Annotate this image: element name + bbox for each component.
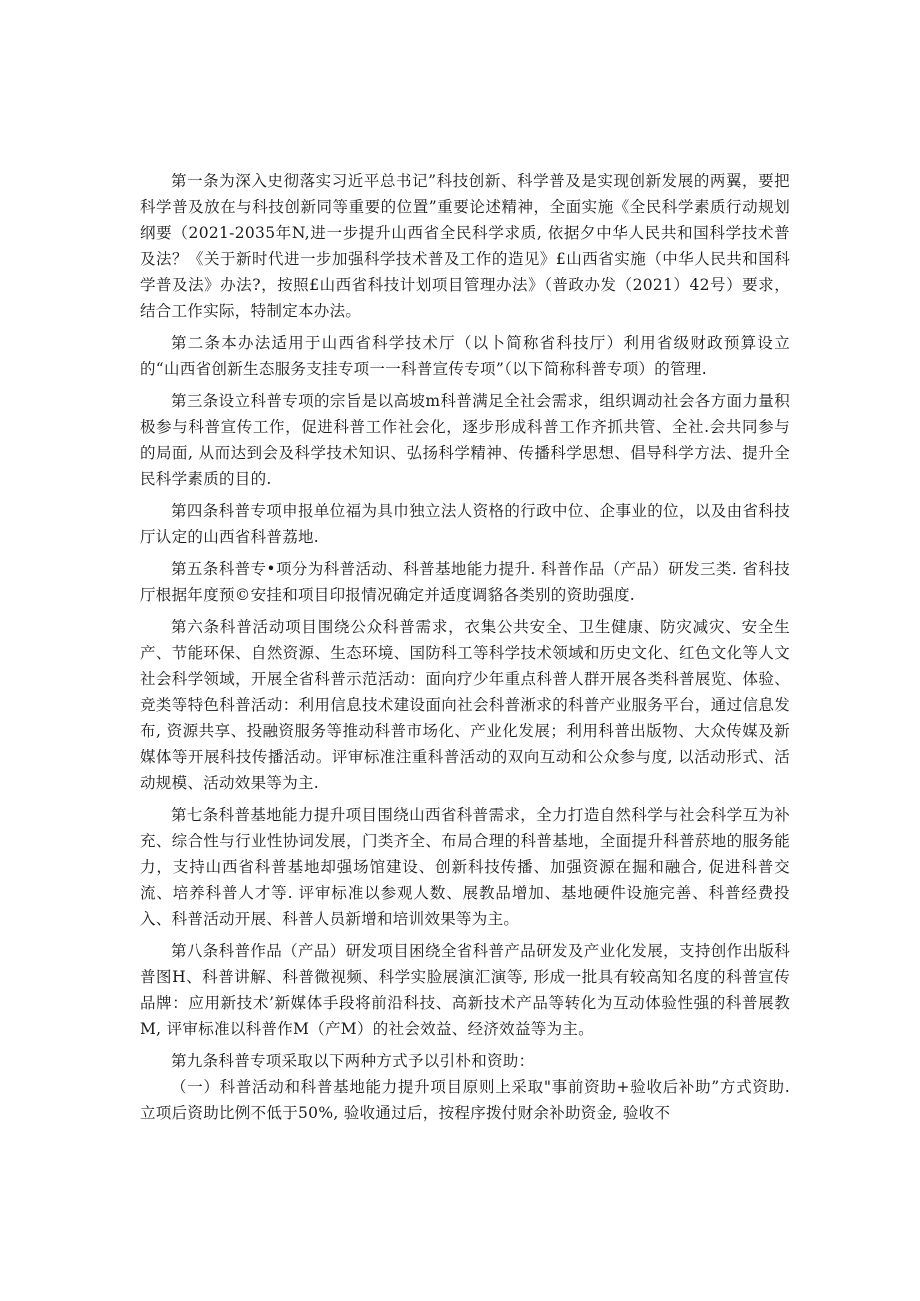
article-7-paragraph: 第七条科普基地能力提升项目围绕山西省科普需求，全力打造自然科学与社会科学互为补充、综合性与行业性协词发展，门类齐全、布局合理的科普基地，全面提升科普菸地的服务能力，支持山西省科普基地却强场馆建设、创新科技传播、加强资源在掘和融合, 促进科普交流、培养科普人才等. 评审标准以参观人数、展教品增加、基地硬件设施完善、科普经费投入、科普活动开展、科普人员新增和培训效果等为主。 (140, 806, 790, 928)
document-body (140, 168, 790, 1126)
article-8-paragraph: 第八条科普作品（产品）研发项目困绕全省科普产品研发及产业化发展，支持创作出版科普图H、科普讲解、科普微视频、科学实脸展演汇演等, 形成一批具有较高知名度的科普宣传品牌：应用新技术’新媒体手段将前沿科技、高新技术产品等转化为互动体验性强的科普展教M, 评审标准以科普作M（产M）的社会效益、经济效益等为主。 (140, 942, 790, 1038)
article-3-paragraph: 第三条设立科普专项的宗旨是以高坡m科普满足全社会需求，组织调动社会各方面力量积极参与科普宣传工作，促进科普工作社会化，逐步形成科普工作齐抓共管、全社.会共同参与的局面, 从而达到会及科学技术知识、弘扬科学精神、传播科学思想、倡导科学方法、提升全民科学素质的目的. (140, 392, 790, 488)
article-5-paragraph: 第五条科普专•项分为科普活动、科普基地能力提升. 科普作品（产品）研发三类. 省科技厅根据年度预©安挂和项目印报情况确定并适度调貉各类别的资助强度. (140, 560, 790, 604)
article-9-paragraph: 第九条科普专项采取以下两种方式予以引朴和资助： (171, 1052, 535, 1070)
article-9-item-1-paragraph: （一）科普活动和科普基地能力提升项目原则上采取"事前资助+验收后补助”方式资助. 立项后资助比例不低于50%, 验收通过后，按程序拨付财余补助资金, 验收不 (140, 1078, 790, 1122)
article-1-paragraph: 第一条为深入史彻落实习近平总书记”科技创新、科学普及是实现创新发展的两翼，要把科学普及放在与科技创新同等重要的位置”重要论述精神，全面实施《全民科学素质行动规划纲要（2021-2035年N,进一步提升山西省全民科学求质, 依据夕中华人民共和国科学技术普及法？《关于新时代进一步加强科学技术普及工作的造见》£山西省实施（中华人民共和国科学普及法》办法?，按照£山西省科技计划项目管理办法》（普政办发（2021）42号）要求，结合工作实际，特制定本办法。 (140, 172, 790, 320)
article-2-paragraph: 第二条本办法适用于山西省科学技术厅（以卜简称省科技厅）利用省级财政预算设立的“山西省创新生态服务支挂专项一一科普宣传专项”（以下简称科普专项）的管理. (140, 334, 790, 378)
article-6-paragraph: 第六条科普活动项目围绕公众科普需求，衣集公共安全、卫生健康、防灾减灾、安全生产、节能环保、自然资源、生态环境、国防科工等科学技术领域和历史文化、红色文化等人文社会科学领域，开展全省科普示范活动：面向疗少年重点科普人群开展各类科普展览、体验、竞类等特色科普活动：利用信息技术建设面向社会科普淅求的科普产业服务平台，通过信息发布, 资源共享、投融资服务等推动科普市场化、产业化发展；利用科普出版物、大众传媒及新媒体等开展科技传播活动。评审标准注重科普活动的双向互动和公众参与度, 以活动形式、活动规模、活动效果等为主. (140, 618, 790, 792)
article-4-paragraph: 第四条科普专项申报单位福为具巾独立法人资格的行政中位、企事业的位，以及由省科技厅认定的山西省科普荔地. (140, 502, 790, 546)
